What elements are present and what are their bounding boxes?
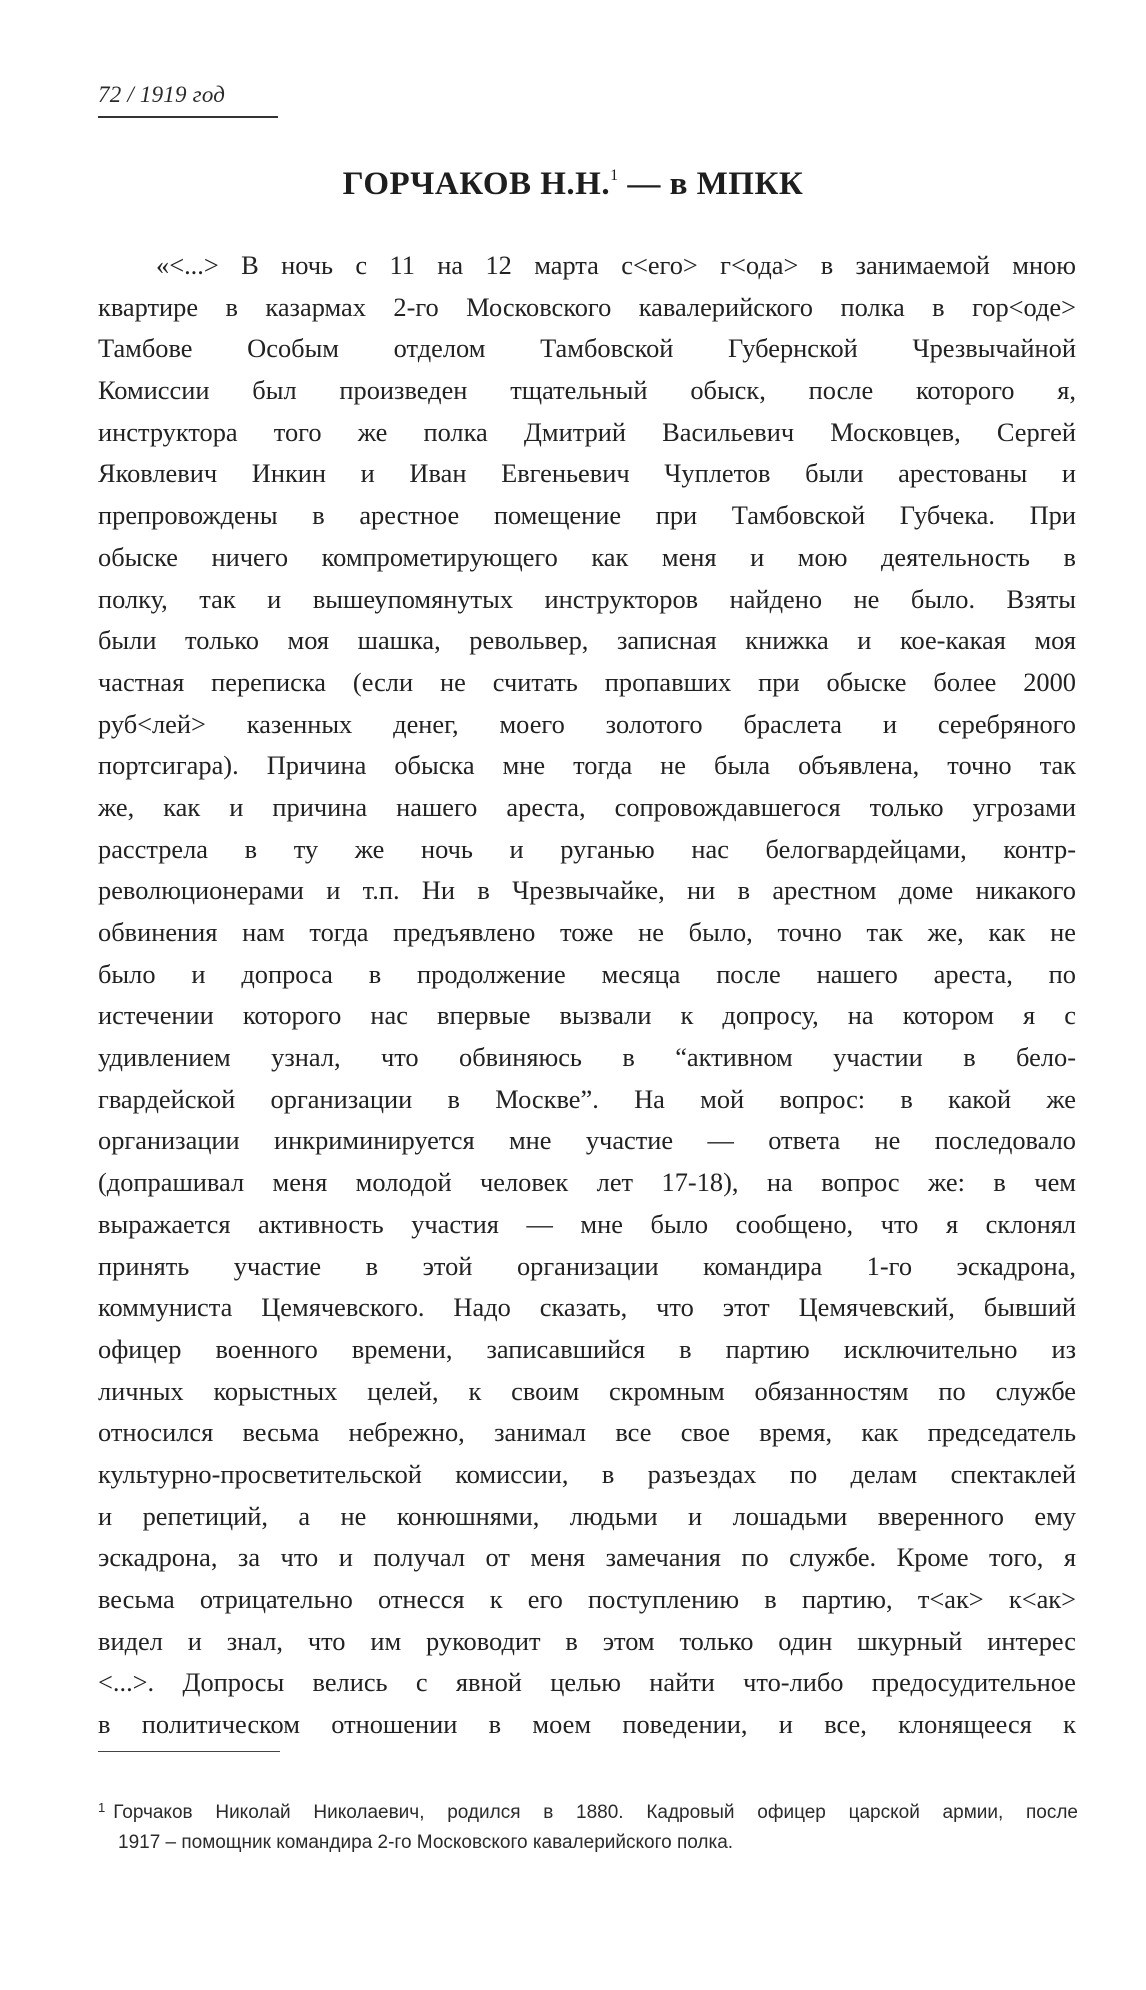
text-line: и репетиций, а не конюшнями, людьми и лошадьми вверенного ему [98, 1500, 1076, 1531]
text-line: было и допроса в продолжение месяца после нашего ареста, по [98, 958, 1076, 989]
footnote [98, 1790, 1078, 1860]
text-line: гвардейской организации в Москве”. На мой вопрос: в какой же [98, 1083, 1076, 1114]
text-line: весьма отрицательно отнесся к его поступлению в партию, т<ак> к<ак> [98, 1584, 1076, 1614]
title-suffix: — в МПКК [618, 166, 804, 202]
text-line: относился весьма небрежно, занимал все свое время, как председатель [98, 1417, 1076, 1448]
text-line: «<...> В ночь с 11 на 12 марта с<его> г<ода> в занимаемой мною [156, 250, 1076, 280]
footnote-line: 1917 – помощник командира 2-го Московского кавалерийского полка. [118, 1832, 734, 1853]
text-line: выражается активность участия — мне было сообщено, что я склонял [98, 1208, 1076, 1239]
text-line: Яковлевич Инкин и Иван Евгеньевич Чуплетов были арестованы и [98, 458, 1076, 489]
footnote-marker: 1 [98, 1800, 106, 1815]
text-line: руб<лей> казенных денег, моего золотого браслета и серебряного [98, 708, 1076, 739]
text-line: Комиссии был произведен тщательный обыск, после которого я, [98, 375, 1076, 406]
text-line: обыске ничего компрометирующего как меня и мою деятельность в [98, 541, 1076, 572]
text-line: коммуниста Цемячевского. Надо сказать, что этот Цемячевский, бывший [98, 1292, 1076, 1323]
title-footnote-ref[interactable]: 1 [610, 167, 619, 184]
text-line: организации инкриминируется мне участие — ответа не последовало [98, 1125, 1076, 1156]
footnote-text-1: Горчаков Николай Николаевич, родился в 1880. Кадровый офицер царской армии, после [113, 1802, 1078, 1823]
text-line: Тамбове Особым отделом Тамбовской Губернской Чрезвычайной [98, 333, 1076, 364]
running-head: 72 / 1919 год [98, 82, 226, 107]
text-line: личных корыстных целей, к своим скромным обязанностям по службе [98, 1375, 1076, 1406]
text-line: принять участие в этой организации командира 1-го эскадрона, [98, 1250, 1076, 1281]
text-line: препровождены в арестное помещение при Тамбовской Губчека. При [98, 500, 1076, 531]
text-line: же, как и причина нашего ареста, сопровождавшегося только угрозами [98, 791, 1076, 822]
text-line: инструктора того же полка Дмитрий Васильевич Московцев, Сергей [98, 416, 1076, 447]
body-text [98, 245, 1076, 1746]
text-line: были только моя шашка, револьвер, записная книжка и кое-какая моя [98, 625, 1076, 656]
page-title [0, 166, 1146, 203]
text-line: офицер военного времени, записавшийся в партию исключительно из [98, 1333, 1076, 1364]
text-line: культурно-просветительской комиссии, в разъездах по делам спектаклей [98, 1458, 1076, 1489]
text-line: революционерами и т.п. Ни в Чрезвычайке, ни в арестном доме никакого [98, 875, 1076, 906]
text-line: полку, так и вышеупомянутых инструкторов найдено не было. Взяты [98, 583, 1076, 614]
text-line: истечении которого нас впервые вызвали к допросу, на котором я с [98, 1000, 1076, 1031]
text-line: видел и знал, что им руководит в этом только один шкурный интерес [98, 1625, 1076, 1656]
title-text: ГОРЧАКОВ Н.Н. [342, 166, 611, 202]
text-line: в политическом отношении в моем поведении, и все, клонящееся к [98, 1709, 1076, 1740]
text-line: квартире в казармах 2-го Московского кавалерийского полка в гор<оде> [98, 291, 1076, 322]
text-line: эскадрона, за что и получал от меня замечания по службе. Кроме того, я [98, 1542, 1076, 1573]
text-line: обвинения нам тогда предъявлено тоже не было, точно так же, как не [98, 917, 1076, 947]
text-line: (допрашивал меня молодой человек лет 17-18), на вопрос же: в чем [98, 1167, 1076, 1198]
text-line: портсигара). Причина обыска мне тогда не была объявлена, точно так [98, 750, 1076, 781]
text-line: удивлением узнал, что обвиняюсь в “активном участии в бело- [98, 1042, 1076, 1073]
running-head-rule [98, 116, 278, 118]
text-line: расстрела в ту же ночь и руганью нас белогвардейцами, контр- [98, 833, 1076, 864]
footnote-line [98, 1790, 1078, 1825]
text-line: частная переписка (если не считать пропавших при обыске более 2000 [98, 666, 1076, 697]
text-line: <...>. Допросы велись с явной целью найти что-либо предосудительное [98, 1667, 1076, 1698]
footnote-rule [98, 1751, 280, 1752]
